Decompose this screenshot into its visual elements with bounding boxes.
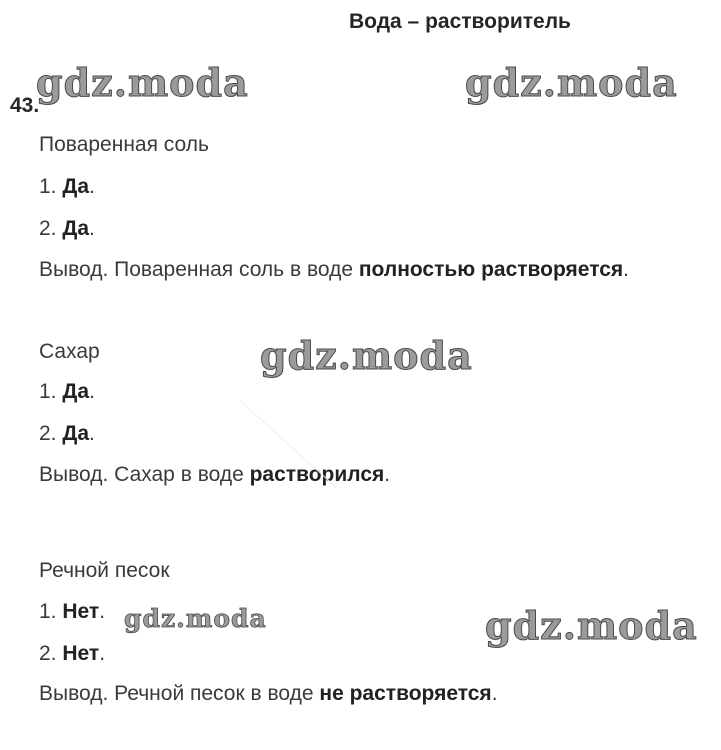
- section-sugar-answer-2: 2. Да.: [39, 422, 95, 445]
- section-salt-conclusion: Вывод. Поваренная соль в воде полностью растворяется.: [39, 258, 629, 281]
- section-sugar-conclusion: Вывод. Сахар в воде растворился.: [39, 463, 391, 486]
- section-sugar-answer-1: 1. Да.: [39, 380, 95, 403]
- section-sand-conclusion: Вывод. Речной песок в воде не растворяется.: [39, 682, 498, 705]
- watermark-logo: gdz.moda: [485, 603, 698, 648]
- section-salt-answer-2: 2. Да.: [39, 217, 95, 240]
- watermark-logo: gdz.moda: [36, 60, 249, 105]
- section-salt-answer-1: 1. Да.: [39, 175, 95, 198]
- watermark-logo: gdz.moda: [465, 60, 678, 105]
- section-sand-answer-2: 2. Нет.: [39, 642, 106, 665]
- watermark-logo: gdz.moda: [260, 333, 473, 378]
- section-sand-heading: Речной песок: [39, 559, 170, 582]
- section-salt-heading: Поваренная соль: [39, 133, 209, 156]
- section-sugar-heading: Сахар: [39, 340, 100, 363]
- watermark-logo: gdz.moda: [124, 604, 267, 633]
- page-title: Вода – растворитель: [349, 10, 571, 33]
- task-number: 43.: [10, 94, 40, 117]
- section-sand-answer-1: 1. Нет.: [39, 600, 106, 623]
